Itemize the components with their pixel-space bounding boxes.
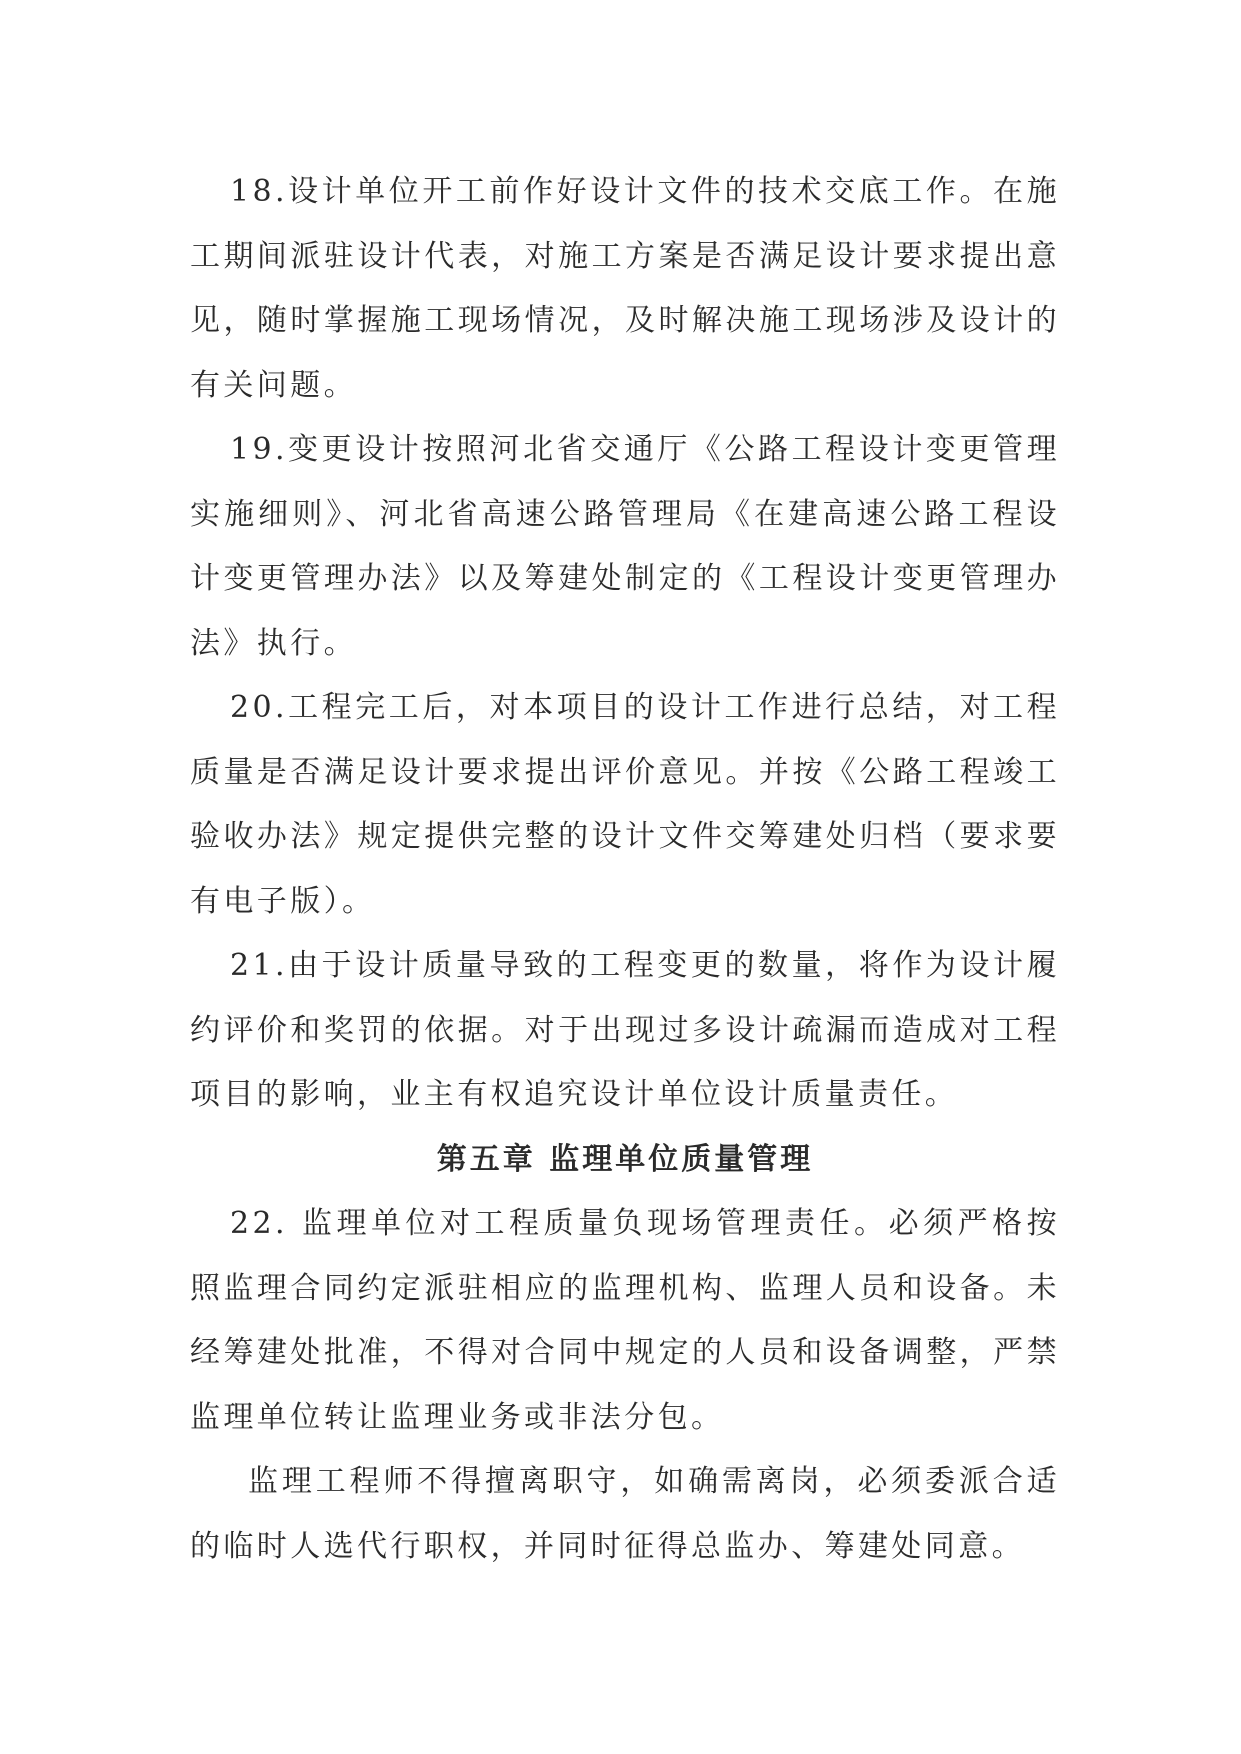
paragraph-18: 18.设计单位开工前作好设计文件的技术交底工作。在施工期间派驻设计代表，对施工方案是否满足设计要求提出意见，随时掌握施工现场情况，及时解决施工现场涉及设计的有关问题。 — [190, 174, 1060, 403]
chapter-heading: 第五章 监理单位质量管理 — [436, 1141, 814, 1177]
paragraph-19: 19.变更设计按照河北省交通厅《公路工程设计变更管理实施细则》、河北省高速公路管理局《在建高速公路工程设计变更管理办法》以及筹建处制定的《工程设计变更管理办法》执行。 — [190, 432, 1060, 661]
paragraph-22: 22. 监理单位对工程质量负现场管理责任。必须严格按照监理合同约定派驻相应的监理机构、监理人员和设备。未经筹建处批准，不得对合同中规定的人员和设备调整，严禁监理单位转让监理业务或非法分包。 — [190, 1206, 1060, 1435]
document-body — [190, 160, 1060, 1579]
paragraph-22-continued: 监理工程师不得擅离职守，如确需离岗，必须委派合适的临时人选代行职权，并同时征得总监办、筹建处同意。 — [190, 1464, 1060, 1564]
paragraph-20: 20.工程完工后，对本项目的设计工作进行总结，对工程质量是否满足设计要求提出评价意见。并按《公路工程竣工验收办法》规定提供完整的设计文件交筹建处归档（要求要有电子版）。 — [190, 690, 1060, 919]
paragraph-21: 21.由于设计质量导致的工程变更的数量，将作为设计履约评价和奖罚的依据。对于出现过多设计疏漏而造成对工程项目的影响，业主有权追究设计单位设计质量责任。 — [190, 948, 1060, 1112]
